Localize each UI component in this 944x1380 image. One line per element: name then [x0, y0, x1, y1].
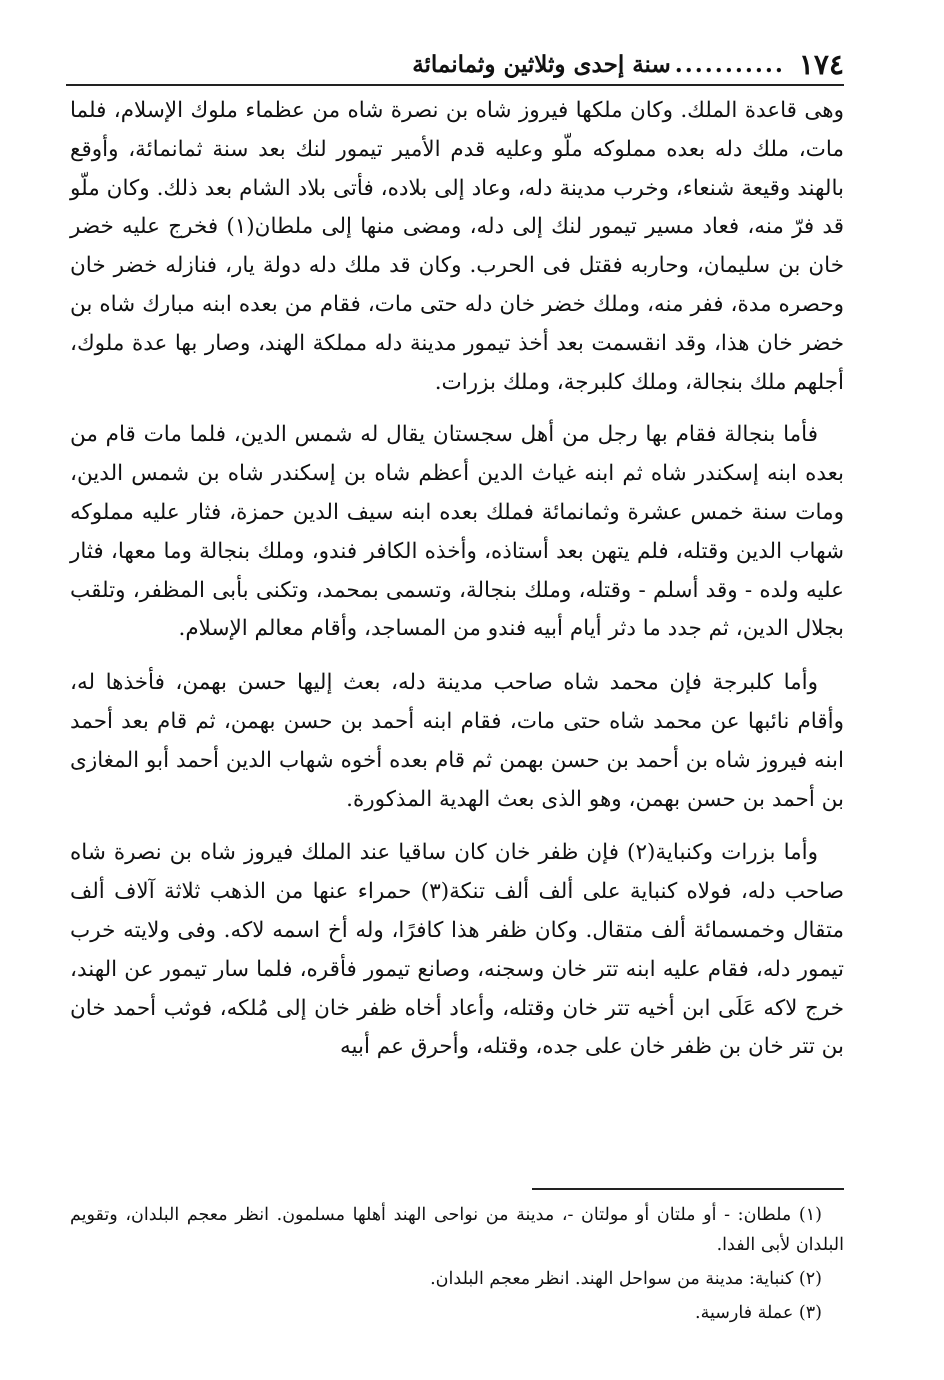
- header-dot-leader: ...........: [674, 50, 785, 78]
- footnote-1: (١) ملطان: - أو ملتان أو مولتان -، مدينة من نواحى الهند أهلها مسلمون. انظر معجم البلدان، وتقويم البلدان لأبى الفدا.: [70, 1205, 844, 1255]
- footnote-2: (٢) كنباية: مدينة من سواحل الهند. انظر معجم البلدان.: [430, 1269, 822, 1289]
- paragraph-1: وهى قاعدة الملك. وكان ملكها فيروز شاه بن نصرة شاه من عظماء ملوك الإسلام، فلما مات، ملك دله بعده مملوكه ملّو وعليه قدم الأمير تيمور لنك بعد سنة ثمانمائة، وأوقع بالهند وقيعة شنعاء، وخرب مدينة دله، وعاد إلى بلاده، فأتى بلاد الشام بعد ذلك. وكان ملّو قد فرّ منه، فعاد مسير تيمور لنك إلى دله، ومضى منها إلى ملطان(١) فخرج عليه خضر خان بن سليمان، وحاربه فقتل فى الحرب. وكان قد ملك دله دولة يار، فنازله خضر خان وحصره مدة، ففر منه، وملك خضر خان دله حتى مات، فقام من بعده ابنه مبارك شاه بن خضر خان هذا، وقد انقسمت بعد أخذ تيمور مدينة دله مملكة الهند، وصار بها عدة ملوك، أجلهم ملك بنجالة، وملك كلبرجة، وملك بزرات.: [70, 98, 844, 395]
- footnote-3: (٣) عملة فارسية.: [695, 1303, 822, 1323]
- footnotes: [70, 1200, 844, 1332]
- header-title: سنة إحدى وثلاثين وثمانمائة: [412, 50, 671, 78]
- footnote-divider: [532, 1188, 844, 1190]
- page-number: ١٧٤: [798, 47, 844, 81]
- paragraph-gujarat: وأما بزرات وكنباية(٢) فإن ظفر خان كان ساقيا عند الملك فيروز شاه بن نصرة شاه صاحب دله، فولاه كنباية على ألف ألف تنكة(٣) حمراء عنها من الذهب ثلاثة آلاف ألف متقال وخمسمائة ألف متقال. وكان ظفر هذا كافرًا، وله أخ اسمه لاكه. وفى ولايته خرب تيمور دله، فقام عليه ابنه تتر خان وسجنه، وصانع تيمور فأقره، فلما سار تيمور عن الهند، خرج لاكه عَلَى ابن أخيه تتر خان وقتله، وأعاد أخاه ظفر خان إلى مُلكه، فوثب أحمد خان بن تتر خان بن ظفر خان على جده، وقتله، وأحرق عم أبيه: [70, 840, 844, 1060]
- running-header: [66, 44, 844, 86]
- main-text: [70, 92, 844, 1082]
- paragraph-bengal: فأما بنجالة فقام بها رجل من أهل سجستان يقال له شمس الدين، فلما مات قام من بعده ابنه إسكندر شاه ثم ابنه غياث الدين أعظم شاه بن إسكندر شاه بن شمس الدين، ومات سنة خمس عشرة وثمانمائة فملك بعده ابنه سيف الدين حمزة، فثار عليه مملوكه شهاب الدين وقتله، فلم يتهن بعد أستاذه، وأخذه الكافر فندو، وملك بنجالة وما معها، فثار عليه ولده - وقد أسلم - وقتله، وملك بنجالة، وتسمى بمحمد، وتكنى بأبى المظفر، وتلقب بجلال الدين، ثم جدد ما دثر أيام أبيه فندو من المساجد، وأقام معالم الإسلام.: [70, 422, 844, 642]
- paragraph-kulbarga: وأما كلبرجة فإن محمد شاه صاحب مدينة دله، بعث إليها حسن بهمن، فأخذها له، وأقام نائبها عن محمد شاه حتى مات، فقام ابنه أحمد بن حسن بهمن، ثم قام بعد أحمد ابنه فيروز شاه بن أحمد بن حسن بهمن ثم قام بعده أخوه شهاب الدين أحمد أبو المغازى بن أحمد بن حسن بهمن، وهو الذى بعث الهدية المذكورة.: [70, 670, 844, 812]
